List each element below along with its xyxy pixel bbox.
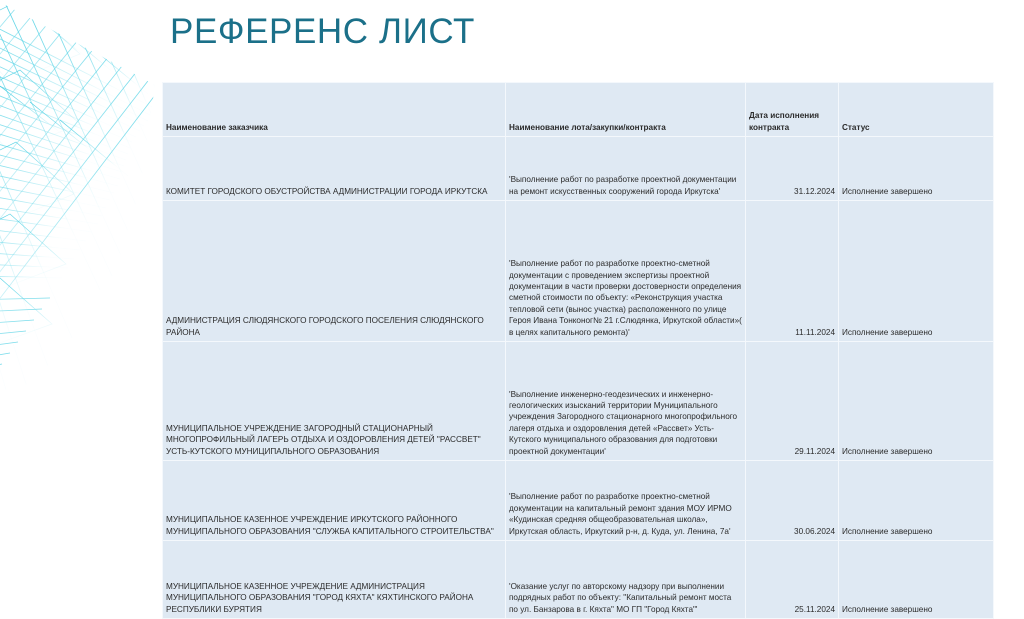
cell-status: Исполнение завершено [839,541,994,619]
cell-date: 11.11.2024 [746,201,839,342]
column-header-customer: Наименование заказчика [163,83,506,137]
reference-list-table-container [162,82,993,619]
cell-customer: КОМИТЕТ ГОРОДСКОГО ОБУСТРОЙСТВА АДМИНИСТРАЦИИ ГОРОДА ИРКУТСКА [163,137,506,201]
cell-customer: МУНИЦИПАЛЬНОЕ КАЗЕННОЕ УЧРЕЖДЕНИЕ ИРКУТСКОГО РАЙОННОГО МУНИЦИПАЛЬНОГО ОБРАЗОВАНИЯ "СЛУЖБА КАПИТАЛЬНОГО СТРОИТЕЛЬСТВА" [163,461,506,541]
cell-customer: МУНИЦИПАЛЬНОЕ УЧРЕЖДЕНИЕ ЗАГОРОДНЫЙ СТАЦИОНАРНЫЙ МНОГОПРОФИЛЬНЫЙ ЛАГЕРЬ ОТДЫХА И ОЗДОРОВЛЕНИЯ ДЕТЕЙ "РАССВЕТ" УСТЬ-КУТСКОГО МУНИЦИПАЛЬНОГО ОБРАЗОВАНИЯ [163,342,506,461]
cell-status: Исполнение завершено [839,342,994,461]
table-header-row [163,83,994,137]
cell-lot: 'Выполнение работ по разработке проектно-сметной документации с проведением экспертизы проектной документации в части проверки достоверности определения сметной стоимости по объекту: «Реконструкция участка тепловой сети (вынос участка) расположенного по улице Героя Ивана Тонконог№ 21 г.Слюдянка, Иркутской области»( в целях капитального ремонта)' [506,201,746,342]
cell-lot: 'Выполнение работ по разработке проектной документации на ремонт искусственных сооружений города Иркутска' [506,137,746,201]
table-row [163,137,994,201]
cell-lot: 'Оказание услуг по авторскому надзору при выполнении подрядных работ по объекту: "Капитальный ремонт моста по ул. Банзарова в г. Кяхта" МО ГП "Город Кяхта"' [506,541,746,619]
table-row [163,342,994,461]
cell-status: Исполнение завершено [839,201,994,342]
cell-status: Исполнение завершено [839,461,994,541]
table-header [163,83,994,137]
table-row [163,541,994,619]
cell-status: Исполнение завершено [839,137,994,201]
cell-lot: 'Выполнение работ по разработке проектно-сметной документации на капитальный ремонт здания МОУ ИРМО «Кудинская средняя общеобразовательная школа», Иркутская область, Иркутский р-н, д. Куда, ул. Ленина, 7а' [506,461,746,541]
cell-customer: МУНИЦИПАЛЬНОЕ КАЗЕННОЕ УЧРЕЖДЕНИЕ АДМИНИСТРАЦИЯ МУНИЦИПАЛЬНОГО ОБРАЗОВАНИЯ "ГОРОД КЯХТА" КЯХТИНСКОГО РАЙОНА РЕСПУБЛИКИ БУРЯТИЯ [163,541,506,619]
table-row [163,201,994,342]
cell-lot: 'Выполнение инженерно-геодезических и инженерно-геологических изысканий территории Муниципального учреждения Загородного стационарного многопрофильного лагеря отдыха и оздоровления детей «Рассвет» Усть-Кутского муниципального образования для подготовки проектной документации' [506,342,746,461]
cell-date: 30.06.2024 [746,461,839,541]
column-header-lot: Наименование лота/закупки/контракта [506,83,746,137]
column-header-status: Статус [839,83,994,137]
cell-date: 29.11.2024 [746,342,839,461]
reference-list-table [162,82,994,619]
wireframe-mesh-decoration [0,0,170,390]
cell-date: 25.11.2024 [746,541,839,619]
cell-date: 31.12.2024 [746,137,839,201]
column-header-date: Дата исполнения контракта [746,83,839,137]
table-row [163,461,994,541]
table-body [163,137,994,619]
page-title: РЕФЕРЕНС ЛИСТ [170,12,476,51]
cell-customer: АДМИНИСТРАЦИЯ СЛЮДЯНСКОГО ГОРОДСКОГО ПОСЕЛЕНИЯ СЛЮДЯНСКОГО РАЙОНА [163,201,506,342]
